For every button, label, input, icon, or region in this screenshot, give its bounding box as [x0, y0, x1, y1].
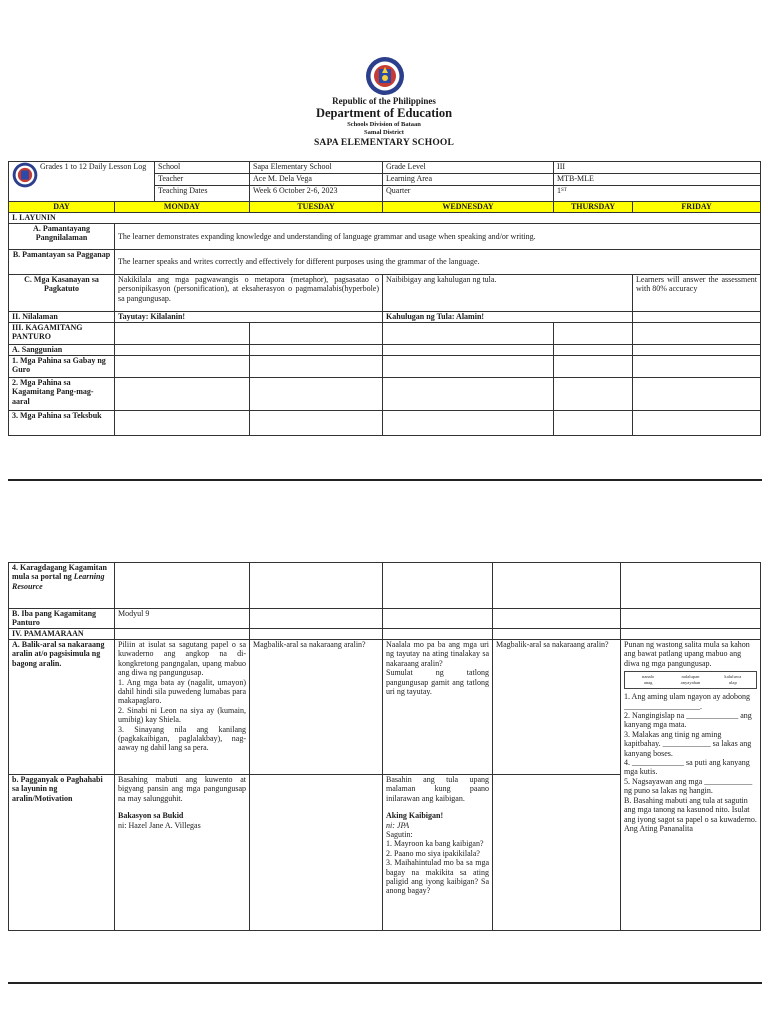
- teacher-label: Teacher: [155, 174, 250, 186]
- teacher-value: Ace M. Dela Vega: [250, 174, 383, 186]
- quarter-number: 1: [557, 186, 562, 195]
- balik-aral-label: A. Balik-aral sa nakaraang aralin at/o pagsisimula ng bagong aralin.: [9, 640, 115, 775]
- header-district: Samal District: [364, 129, 404, 136]
- header-republic: Republic of the Philippines: [332, 96, 436, 106]
- area-label: Learning Area: [383, 174, 554, 186]
- header-division: Schools Division of Bataan: [347, 121, 421, 128]
- friday-activity: [621, 640, 761, 931]
- story-author: ni: Hazel Jane A. Villegas: [118, 820, 201, 830]
- header-department: Department of Education: [315, 106, 453, 120]
- pamantayan-pagganap-label: B. Pamantayan sa Pagganap: [9, 250, 115, 275]
- deped-seal-small-icon: [12, 162, 38, 188]
- pagganyak-wednesday: Basahin ang tula upang malaman kung paano inilarawan ang kaibigan. Aking Kaibigan! ni: JPA Sagutin: 1. Mayroon ka bang kaibigan? 2. Paano mo siya ipakikilala? 3. Maihahintulad mo ba sa mga bagay na makikita sa ating paligid ang iyong kaibigan? Sa anong bagay?: [383, 775, 493, 931]
- kasanayan-monday: Nakikilala ang mga pagwawangis o metapora (metaphor), pagsasatao o personipikasyon (personification), at eksaherasyon o pagmamalabis(hyperbole) sa pangungusap.: [115, 275, 383, 312]
- balik-aral-monday: Piliin at isulat sa sagutang papel o sa kuwaderno ang angkop na di-kongkretong pangngalan, upang mabuo ang diwa ng pangungusap. 1. Ang mga bata ay (nagalit, umayon) dahil hindi sila puwedeng lumabas para makapaglaro. 2. Sinabi ni Leon na siya ay (kumain, umibig) kay Shiela. 3. Sinayang nila ang kanilang (pagkakaibigan, paglalakbay), nag- aaway ng dahil lang sa pera.: [115, 640, 250, 775]
- wednesday-header: WEDNESDAY: [383, 202, 554, 213]
- layunin-heading: I. LAYUNIN: [9, 213, 761, 224]
- pagganyak-label: b. Pagganyak o Paghahabi sa layunin ng aralin/Motivation: [9, 775, 115, 931]
- kagamitang-mag-aaral-label: 2. Mga Pahina sa Kagamitang Pang-mag-aaral: [9, 378, 115, 411]
- word-choice-box: nanalo nalalupan kaluluwa anag anyayahan ulap: [624, 671, 757, 689]
- iba-kagamitan-label: B. Iba pang Kagamitang Panturo: [9, 609, 115, 629]
- page-break-line: [8, 479, 762, 481]
- poem-title: Aking Kaibigan!: [386, 811, 444, 821]
- kasanayan-label: C. Mga Kasanayan sa Pagkatuto: [9, 275, 115, 312]
- balik-aral-tuesday: Magbalik-aral sa nakaraang aralin?: [250, 640, 383, 775]
- nilalaman-friday: [633, 312, 761, 323]
- lesson-log-table-1: [8, 161, 761, 436]
- pagganyak-monday: Basahing mabuti ang kuwento at bigyang pansin ang mga pangungusap na may salungguhit. Bakasyon sa Bukid ni: Hazel Jane A. Villegas: [115, 775, 250, 931]
- pamantayang-pangnilalaman-text: The learner demonstrates expanding knowledge and understanding of language grammar and usage when speaking and/or writing.: [115, 224, 761, 250]
- nilalaman-wednesday: Kahulugan ng Tula: Alamin!: [383, 312, 633, 323]
- area-value: MTB-MLE: [554, 174, 761, 186]
- tuesday-header: TUESDAY: [250, 202, 383, 213]
- friday-item: 3. Malakas ang tinig ng aming kapitbahay. ____________ sa lakas ang kanyang boses.: [624, 729, 752, 758]
- iba-kagamitan-monday: Modyul 9: [115, 609, 250, 629]
- nilalaman-label: II. Nilalaman: [9, 312, 115, 323]
- lesson-log-table-2: [8, 562, 761, 931]
- poem-author: ni: JPA: [386, 820, 410, 830]
- nilalaman-monday: Tayutay: Kilalanin!: [115, 312, 383, 323]
- school-value: Sapa Elementary School: [250, 162, 383, 174]
- school-label: School: [155, 162, 250, 174]
- quarter-suffix: ST: [561, 188, 567, 193]
- grade-value: III: [554, 162, 761, 174]
- pamantayan-pagganap-text: The learner speaks and writes correctly and effectively for different purposes using the grammar of the language.: [115, 250, 761, 275]
- karagdagang-kagamitan-label: 4. Karagdagang Kagamitan mula sa portal ng Learning Resource: [9, 563, 115, 609]
- dates-value: Week 6 October 2-6, 2023: [250, 186, 383, 202]
- friday-item: 4. _____________ sa puti ang kanyang mga kutis.: [624, 758, 750, 777]
- quarter-label: Quarter: [383, 186, 554, 202]
- friday-item: 2. Nangingislap na _____________ ang kanyang mga mata.: [624, 711, 752, 730]
- friday-header: FRIDAY: [633, 202, 761, 213]
- grade-label: Grade Level: [383, 162, 554, 174]
- balik-aral-thursday: Magbalik-aral sa nakaraang aralin?: [493, 640, 621, 775]
- friday-item: 1. Ang aming ulam ngayon ay adobong ___________________.: [624, 692, 750, 711]
- day-header: DAY: [9, 202, 115, 213]
- monday-header: MONDAY: [115, 202, 250, 213]
- lesson-log-title: Grades 1 to 12 Daily Lesson Log: [40, 162, 147, 171]
- teksbuk-label: 3. Mga Pahina sa Teksbuk: [9, 411, 115, 436]
- friday-poem-title: Ang Ating Pananalita: [624, 823, 693, 833]
- kasanayan-wednesday: Naibibigay ang kahulugan ng tula.: [383, 275, 633, 312]
- page-break-line-bottom: [8, 982, 762, 984]
- friday-intro: Punan ng wastong salita mula sa kahon ang bawat patlang upang mabuo ang diwa ng mga pangungusap.: [624, 640, 750, 668]
- quarter-value: [554, 186, 761, 202]
- lesson-log-title-cell: [9, 162, 155, 202]
- story-title: Bakasyon sa Bukid: [118, 811, 184, 821]
- pamantayang-pangnilalaman-label: A. Pamantayang Pangnilalaman: [9, 224, 115, 250]
- header-school: SAPA ELEMENTARY SCHOOL: [313, 138, 455, 148]
- friday-item: 5. Nagsayawan ang mga ____________ ng puno sa lakas ng hangin.: [624, 776, 753, 796]
- sanggunian-label: A. Sanggunian: [9, 345, 115, 356]
- kagamitang-panturo-label: III. KAGAMITANG PANTURO: [9, 323, 115, 345]
- deped-seal-icon: [365, 56, 405, 96]
- friday-item: B. Basahing mabuti ang tula at sagutin ang mga tanong na kasunod nito. Isulat ang iyong sagot sa papel o sa kuwaderno.: [624, 795, 757, 824]
- kasanayan-friday: Learners will answer the assessment with 80% accuracy: [633, 275, 761, 312]
- thursday-header: THURSDAY: [554, 202, 633, 213]
- dates-label: Teaching Dates: [155, 186, 250, 202]
- balik-aral-wednesday: Naalala mo pa ba ang mga uri ng tayutay na ating tinalakay sa nakaraang aralin? Sumulat ng tatlong pangungusap gamit ang tatlong uri ng tayutay.: [383, 640, 493, 775]
- pamamaraan-label: IV. PAMAMARAAN: [9, 629, 115, 640]
- gabay-guro-label: 1. Mga Pahina sa Gabay ng Guro: [9, 356, 115, 378]
